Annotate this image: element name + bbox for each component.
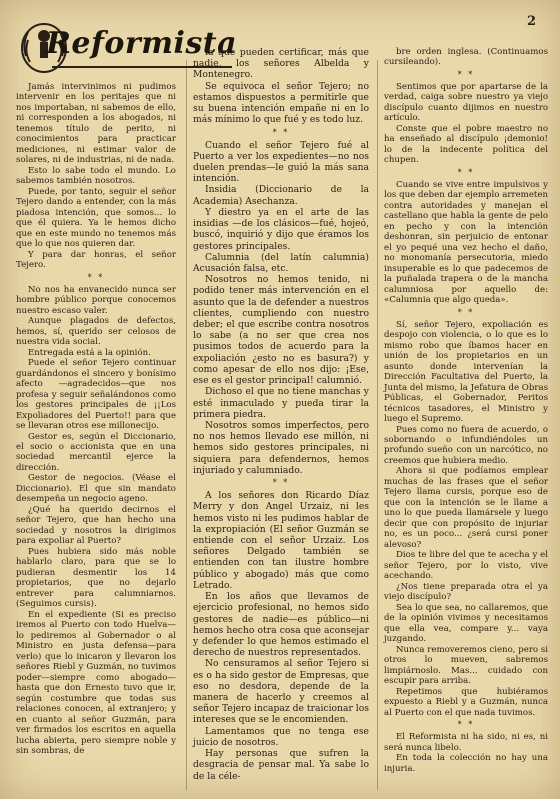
paragraph: ¿Qué ha querido decirnos el señor Tejero, que han hecho una sociedad y nosotros la dirigimos para expoliar al Puerto?	[16, 504, 176, 547]
paragraph: Y para dar honras, el señor Tejero.	[16, 249, 176, 271]
section-separator: * *	[457, 720, 475, 730]
section-separator: * *	[272, 478, 290, 488]
column-2	[193, 47, 369, 782]
paragraph: Se equivoca el señor Tejero; no estamos dispuestos a permitirle que su buena intención empañe ni en lo más mínimo lo que fué y es todo luz.	[193, 80, 369, 126]
column-divider	[186, 60, 187, 790]
section-separator: * *	[272, 127, 290, 137]
paragraph: bre orden inglesa. (Continuamos cursileando).	[384, 47, 548, 68]
paragraph: Cuando se vive entre impulsivos y los que deben dar ejemplo arremeten contra autoridades y manejan el castellano que habla la gente de pelo en pecho y con la intención deshonran, sin perjuicio de entonar el yo pequé una vez hecho el daño, no monomanía persecutoria, miedo insuperable es lo que padecemos de la puñalada trapera o de la mancha calumniosa por aquello de: «Calumnia que algo queda».	[384, 179, 548, 306]
paragraph: Lamentamos que no tenga ese juicio de nosotros.	[193, 725, 369, 748]
paragraph: Hay personas que sufren la desgracia de pensar mal. Ya sabe lo de la céle-	[193, 748, 369, 782]
paragraph: Jamás intervinimos ni pudimos intervenir en los peritajes que ni nos importaban, ni sabemos de ello, ni corresponden a los abogados, ni tenemos título de perito, ni conocimientos para practicar mediciones, ni estimar valor de solares, ni de industrias, ni de nada.	[16, 82, 176, 166]
paragraph: Conste que el pobre maestro no ha enseñado al discípulo ¡demonio! lo de la indecente política del chupen.	[384, 123, 548, 166]
section-separator: * *	[457, 307, 475, 317]
paragraph: Sí, señor Tejero, expoliación es despojo con violencia, o lo que es lo mismo robo que íbamos hacer en unión de los propietarios en un asunto donde intervenían la Dirección Facultativa del Puerto, la Junta del mismo, la Jefatura de Obras Públicas, el Gobernador, Peritos técnicos tasadores, el Ministro y luego el Supremo.	[384, 319, 548, 425]
paragraph: Puede el señor Tejero continuar guardándonos el sincero y bonísimo afecto —agradecidos—que nos profesa y seguir señalándonos como los gestores principales de ¡¡Los Expoliadores del Puerto!! para que se llevaran otros ese millonecijo.	[16, 358, 176, 432]
paragraph: No censuramos al señor Tejero si es o ha sido gestor de Empresas, que eso no desdora, depende de la manera de hacerlo y creemos al señor Tejero incapaz de traicionar los intereses que se le encomienden.	[193, 658, 369, 726]
column-1	[16, 82, 176, 757]
section-separator: * *	[457, 69, 475, 79]
paragraph: ¿Nos tiene preparada otra el ya viejo discípulo?	[384, 581, 548, 603]
paragraph: Aunque plagados de defectos, hemos, sí, querido ser celosos de nuestra vida social.	[16, 316, 176, 348]
paragraph: Entregada está a la opinión.	[28, 347, 151, 358]
paragraph: El Reformista ni ha sido, ni es, ni será nunca libelo.	[384, 732, 548, 753]
paragraph: Gestor de negocios. (Véase el Diccionario). El que sin mandato desempeña un negocio ageno.	[16, 473, 176, 505]
paragraph: Puede, por tanto, seguir el señor Tejero dando a entender, con la más piadosa intención, que somos... lo que él quiera. Ya le hemos dicho que en este mundo no tenemos más que lo que nos quieren dar.	[16, 186, 176, 250]
section-separator: * *	[457, 167, 475, 177]
paragraph: Nosotros no hemos tenido, ni podido tener más intervención en el asunto que la de defender a nuestros clientes, cumpliendo con nuestro deber; el que escribe contra nosotros lo sabe (a no ser que crea nos pusimos todos de acuerdo para la expoliación ¿esto no es basura?) y como apesar de ello nos dijo: ¡Ese, ese es el gestor principal! calumnió.	[193, 274, 369, 387]
masthead-title: Reformista	[46, 26, 238, 61]
paragraph: Cuando el señor Tejero fué al Puerto a ver los expedientes—no nos duelen prendas—le guió la más sana intención.	[193, 139, 369, 185]
column-3	[384, 47, 548, 774]
section-separator: * *	[87, 272, 105, 282]
paragraph: Sea lo que sea, no callaremos, que de la opinión vivimos y necesitamos que ella vea, compare y... vaya juzgando.	[384, 602, 548, 645]
paragraph: la que pueden certificar, más que nadie, los señores Albelda y Montenegro.	[193, 47, 369, 81]
paragraph: No nos ha envanecido nunca ser hombre público porque conocemos nuestro escaso valer.	[16, 284, 176, 316]
paragraph: Calumnia (del latín calumnia) Acusación falsa, etc.	[193, 251, 369, 274]
paragraph: En toda la colección no hay una injuria.	[384, 753, 548, 774]
paragraph: Nunca removeremos cieno, pero si otros lo mueven, sabremos limpiárnoslo. Mas... cuidado con escupir para arriba.	[384, 644, 548, 687]
paragraph: En el expediente (Si es preciso iremos al Puerto con todo Huelva—lo pediremos al Gobernador o al Ministro en justa defensa—para verlo) que lo inicaron y llevaron los señores Riebl y Guzmán, no tuvimos poder—siempre como abogado—hasta que don Ernesto tuvo que ir, según costumbre que todas sus relaciones conocen, al extranjero; y en cuanto al señor Guzmán, para ver firmados los escritos en aquella lucha abierta, pero siempre noble y sin sombras, de	[16, 609, 176, 757]
paragraph: Esto lo sabe todo el mundo. Lo sabemos también nosotros.	[16, 165, 176, 187]
paragraph: Insidia (Diccionario de la Academia) Asechanza.	[193, 184, 369, 207]
paragraph: Repetimos que hubiéramos expuesto a Riebl y a Guzmán, nunca al Puerto con el que nada tuvimos.	[384, 686, 548, 718]
page-number: 2	[526, 14, 536, 29]
paragraph: Dichoso el que no tiene manchas y esté inmaculado y pueda tirar la primera piedra.	[193, 386, 369, 420]
paragraph: Nosotros somos imperfectos, pero no nos hemos llevado ese millón, ni hemos sido gestores principales, ni siquiera para defendernos, hemos injuriado y calumniado.	[193, 420, 369, 476]
paragraph: En los años que llevamos de ejercicio profesional, no hemos sido gestores de nadie—es público—ni hemos hecho otra cosa que aconsejar y defender lo que hemos estimado el derecho de nuestros representados.	[193, 591, 369, 659]
paragraph: A los señores don Ricardo Díaz Merry y don Angel Urzaiz, ni les hemos visto ni les pudimos hablar de la expropiación (El señor Guzmán se entiende con el señor Urzaiz. Los señores Delgado también se entienden con tan ilustre hombre público y abogado) más que como Letrado.	[193, 490, 369, 591]
column-divider	[377, 60, 378, 790]
paragraph: Pues hubiera sido más noble hablarlo claro, para que se lo pudieran desmentir los 14 propietarios, que no dejarlo entrever para calumniarnos. (Seguimos cursis).	[16, 546, 176, 610]
paragraph: Y diestro ya en el arte de las insidias —de los clásicos—fué, hojeó, buscó, inquirió y dijo que éramos los gestores principales.	[193, 206, 369, 252]
paragraph: Pues como no fuera de acuerdo, o sobornando o infundiéndoles un profundo sueño con un narcótico, no creemos que hubiera medio.	[384, 424, 548, 466]
paragraph: Ahora si que podíamos emplear muchas de las frases que el señor Tejero llama cursis, porque eso de que con la intención se le llame a uno lo que pueda llamársele y luego decir que con propósito de injuriar no, es un poco... ¿será cursi poner alevoso?	[384, 466, 548, 550]
paragraph: Sentimos que por apartarse de la verdad, caiga sobre nuestro ya viejo discípulo cuanto dijimos en nuestro artículo.	[384, 81, 548, 124]
paragraph: Dios te libre del que te acecha y el señor Tejero, por lo visto, vive acechando.	[384, 550, 548, 582]
paragraph: Gestor es, según el Diccionario, el socio o accionista que en una sociedad mercantil ejerce la dirección.	[16, 431, 176, 473]
